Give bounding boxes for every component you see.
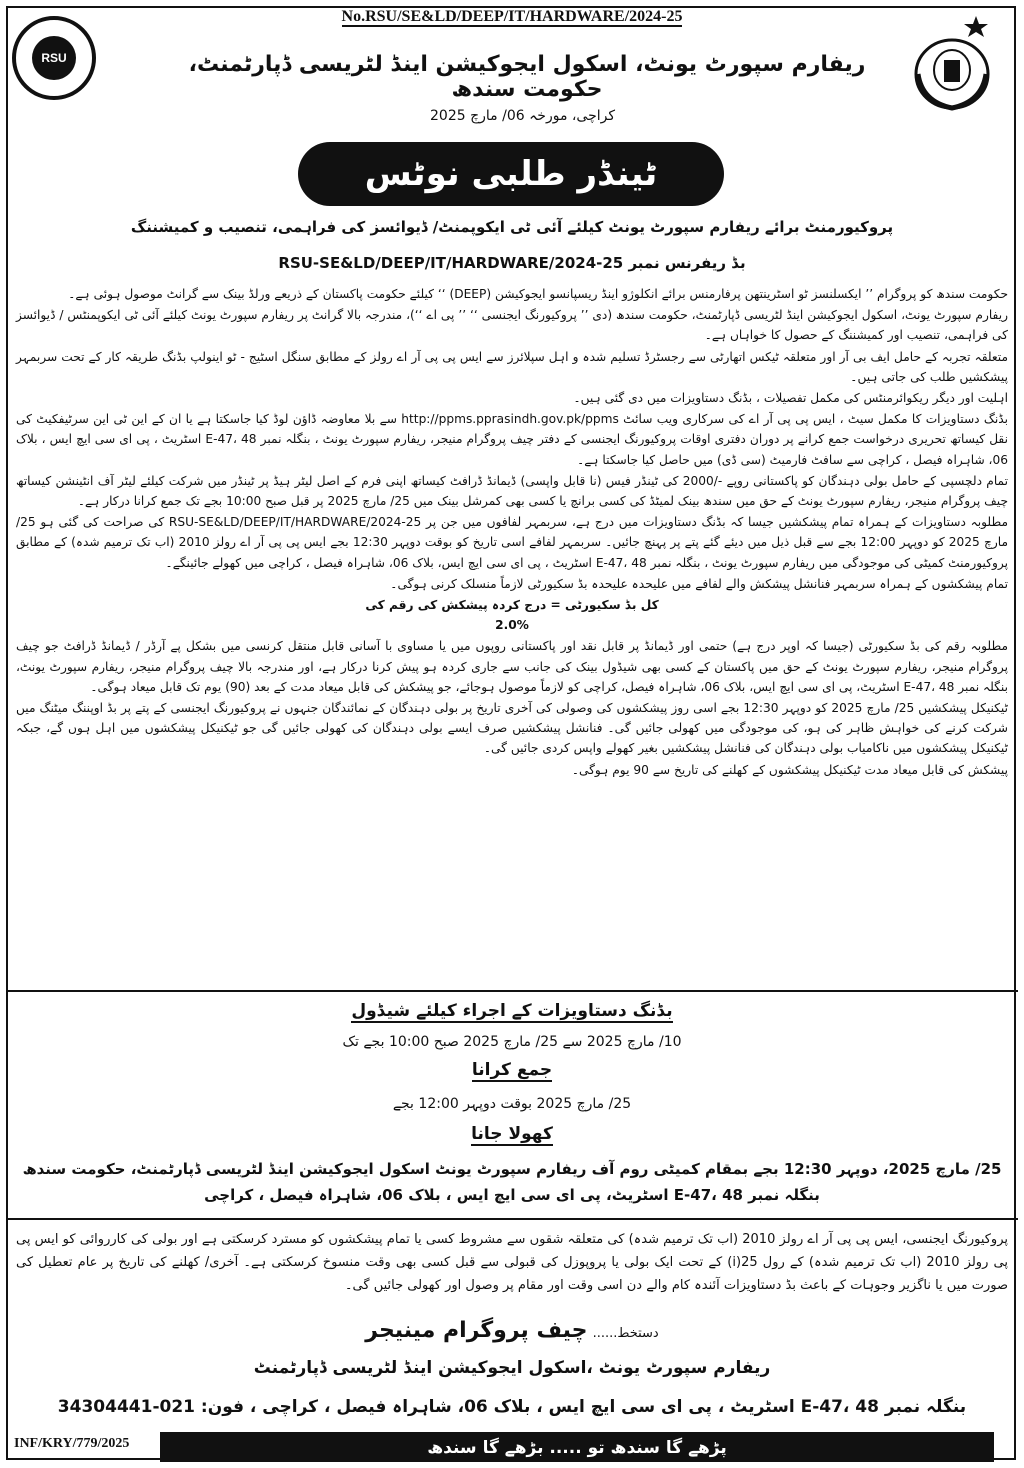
divider [6, 1218, 1018, 1220]
paragraph: بڈنگ دستاویزات کا مکمل سیٹ ، ایس پی پی آر اے کی سرکاری ویب سائٹ http://ppms.pprasindh.gov.pk/ppms سے بلا معاوضہ ڈاؤن لوڈ کیا جاسکتا ہے یا ان کے این ٹی این سرٹیفکیٹ کی نقل کیساتھ تحریری درخواست جمع کرانے پر دوران دفتری اوقات پروکیورنگ ایجنسی کے دفتر چیف پروگرام منیجر، ریفارم سپورٹ یونٹ ، بنگلہ نمبر E-47، 48 اسٹریٹ ، پی ای سی ایچ ایس ، بلاک 06، شاہراہ فیصل ، کراچی سے سافٹ فارمیٹ (سی ڈی) میں حاصل کیا جاسکتا ہے۔ [16, 412, 1009, 467]
rsu-logo-text: RSU [32, 36, 76, 80]
paragraph: تمام دلچسپی کے حامل بولی دہندگان کو پاکستانی روپے -/2000 کی ٹینڈر فیس (نا قابل واپسی) ڈیمانڈ ڈرافٹ کیساتھ اپنی فرم کے اصل لیٹر ہیڈ پر ٹینڈر میں شرکت کیلئے لیٹر آف انٹینشن کیساتھ چیف پروگرام منیجر، ریفارم سپورٹ یونٹ کے حق میں سندھ بینک لمیٹڈ کی کسی برانچ یا کسی بھی کمرشل بینک میں 25/ مارچ 2025 پر قبل صبح 10:00 بجے تک جمع کرانا درکار ہے۔ [16, 473, 1008, 509]
paragraph: ٹیکنیکل پیشکشیں 25/ مارچ 2025 کو دوپہر 12:30 بجے اسی روز پیشکشوں کی وصولی کی آخری تاریخ پر بولی دہندگان کے نمائندگان جنہوں نے پروکیورنگ ایجنسی کے پتے پر بڈ اوپننگ میٹنگ میں شرکت کرنے کی خواہش ظاہر کی ہو، کی موجودگی میں کھولی جائیں گی۔ فنانشل پیشکشیں صرف ایسے بولی دہندگان کی کھولی جائیں گی جو ٹیکنیکل پیشکشوں میں اہل ہوں گے، جبکہ ٹیکنیکل پیشکشوں میں ناکامیاب بولی دہندگان کی فنانشل پیشکشیں بغیر کھولے واپس کردی جائیں گی۔ [16, 701, 1008, 756]
procurement-subtitle: پروکیورمنٹ برائے ریفارم سپورٹ یونٹ کیلئے آئی ٹی ایکوپمنٹ/ ڈیوائسز کی فراہمی، تنصیب و کمیشننگ [130, 218, 894, 236]
paragraph: تمام پیشکشوں کے ہمراہ سربمہر فنانشل پیشکش والے لفافے میں علیحدہ علیحدہ بڈ سکیورٹی لازماً منسلک کرنی ہوگی۔ [390, 576, 1008, 591]
paragraph: ریفارم سپورٹ یونٹ، اسکول ایجوکیشن اینڈ لٹریسی ڈپارٹمنٹ، حکومت سندھ (دی ’’ پروکیورنگ ایجنسی ‘‘ ’’ پی اے ‘‘)، مندرجہ بالا گرانٹ پر ریفارم سپورٹ یونٹ کیلئے آئی ٹی ایکوپمنٹس / ڈیوائسز کی فراہمی، تنصیب اور کمیشننگ کے حصول کا خواہاں ہے۔ [16, 308, 1008, 343]
paragraph: مطلوبہ رقم کی بڈ سکیورٹی (جیسا کہ اوپر درج ہے) حتمی اور ڈیمانڈ پر قابل نقد اور پاکستانی روپوں میں یا مساوی با آسانی قابل منتقل کرنسی میں بشکل پے آرڈر / ڈیمانڈ ڈرافٹ جو چیف پروگرام منیجر، ریفارم سپورٹ یونٹ کے حق میں پاکستان کے کسی بھی شیڈول بینک کی جانب سے جاری کردہ ہو پیش کرنا درکار ہے، اور مندرجہ بالا چیف پروگرام منیجر، ریفارم سپورٹ یونٹ، بنگلہ نمبر E-47، 48 اسٹریٹ، پی ای سی ایچ ایس، بلاک 06، شاہراہ فیصل، کراچی کو لازماً موصول ہوجائے، جو پیشکش کی قابل میعاد مدت کے بعد (90) یوم تک قابل میعاد ہوگی۔ [16, 639, 1008, 694]
department-title: ریفارم سپورٹ یونٹ، اسکول ایجوکیشن اینڈ لٹریسی ڈپارٹمنٹ، حکومت سندھ [188, 52, 866, 102]
bid-security-heading: کل بڈ سکیورٹی = درج کردہ پیشکش کی رقم کی 2.0% [365, 598, 659, 633]
notice-body [16, 284, 1008, 781]
signatory-title: چیف پروگرام مینیجر [365, 1318, 588, 1343]
signature-prefix: دستخط...... [592, 1326, 659, 1341]
submission-dates: 25/ مارچ 2025 بوقت دوپہر 12:00 بجے [392, 1096, 632, 1112]
paragraph: متعلقہ تجربہ کے حامل ایف بی آر اور متعلقہ ٹیکس اتھارٹی سے رجسٹرڈ تسلیم شدہ و اہل سپلائرز سے ایس پی پی آر اے رولز کے مطابق سنگل اسٹیج - ٹو اینولپ بڈنگ طریقہ کار کے تحت سربمہر پیشکشیں طلب کی جاتی ہیں۔ [16, 349, 1008, 384]
opening-line-2: بنگلہ نمبر E-47، 48 اسٹریٹ، پی ای سی ایچ ایس ، بلاک 06، شاہراہ فیصل ، کراچی [204, 1186, 820, 1204]
opening-line-1: 25/ مارچ 2025، دوپہر 12:30 بجے بمقام کمیٹی روم آف ریفارم سپورٹ یونٹ اسکول ایجوکیشن اینڈ لٹریسی ڈپارٹمنٹ، حکومت سندھ [22, 1160, 1002, 1178]
dateline: کراچی، مورخہ 06/ مارچ 2025 [430, 108, 616, 124]
paragraph: مطلوبہ دستاویزات کے ہمراہ تمام پیشکشیں جیسا کہ بڈنگ دستاویزات میں درج ہے، سربمہر لفافوں میں جن پر RSU-SE&LD/DEEP/IT/HARDWARE/2024-25 کی صراحت کی گئی ہو 25/ مارچ 2025 کو دوپہر 12:00 بجے سے قبل ذیل میں دیئے گئے پتے پر پہنچ جائیں۔ سربمہر لفافے اسی تاریخ کو بوقت دوپہر 12:30 بجے ایس پی پی آر اے رولز 2010 (اب تک ترمیم شدہ) کے مطابق پروکیورمنٹ کمیٹی کی موجودگی میں ریفارم سپورٹ یونٹ ، بنگلہ نمبر E-47، 48 اسٹریٹ ، پی ای سی ایچ ایس، بلاک 06، شاہراہ فیصل ، کراچی میں کھولے جائینگے۔ [16, 515, 1008, 570]
signature-block [20, 1318, 1004, 1343]
inf-number: INF/KRY/779/2025 [14, 1436, 130, 1451]
tender-notice-banner: ٹینڈر طلبی نوٹس [298, 142, 724, 206]
rejection-clause: پروکیورنگ ایجنسی، ایس پی پی آر اے رولز 2010 (اب تک ترمیم شدہ) کی متعلقہ شقوں سے مشروط کسی یا تمام پیشکشوں کو مسترد کرسکتی ہے اور بولی کی کارروائی کو ایس پی پی رولز 2010 (اب تک ترمیم شدہ) کے رول 25(i) کے تحت ایک بولی یا پروپوزل کی قبولی سے قبل کسی بھی وقت منسوخ کرسکتی ہے۔ آخری/ کھلنے کی تاریخ پر عام تعطیل کی صورت میں یا ناگزیر وجوہات کے باعث بڈ دستاویزات آئندہ کام والے دن اسی وقت اور مقام پر وصول اور کھولی جائیں گی۔ [16, 1232, 1008, 1293]
rsu-logo [12, 16, 96, 100]
sindh-government-emblem-icon [902, 12, 1002, 118]
paragraph: اہلیت اور دیگر ریکوائرمنٹس کی مکمل تفصیلات ، بڈنگ دستاویزات میں دی گئی ہیں۔ [573, 391, 1008, 406]
schedule-heading: بڈنگ دستاویزات کے اجراء کیلئے شیڈول [351, 1001, 673, 1021]
paragraph: پیشکش کی قابل میعاد مدت ٹیکنیکل پیشکشوں کے کھلنے کی تاریخ سے 90 یوم ہوگی۔ [571, 762, 1008, 777]
signatory-address: بنگلہ نمبر E-47، 48 اسٹریٹ ، پی ای سی ایچ ایس ، بلاک 06، شاہراہ فیصل ، کراچی ، فون: 021-34304441 [57, 1397, 967, 1417]
submission-heading: جمع کرانا [471, 1060, 553, 1080]
divider [6, 990, 1018, 992]
bid-security-percent: 2.0% [495, 618, 529, 633]
bid-reference: بڈ ریفرنس نمبر RSU-SE&LD/DEEP/IT/HARDWARE/2024-25 [278, 254, 746, 272]
signatory-department: ریفارم سپورٹ یونٹ ،اسکول ایجوکیشن اینڈ لٹریسی ڈپارٹمنٹ [253, 1358, 771, 1378]
schedule-issue-dates: 10/ مارچ 2025 سے 25/ مارچ 2025 صبح 10:00 بجے تک [342, 1034, 682, 1050]
reference-number: No.RSU/SE&LD/DEEP/IT/HARDWARE/2024-25 [341, 8, 683, 25]
slogan-bar: پڑھے گا سندھ تو ..... بڑھے گا سندھ [160, 1432, 994, 1462]
paragraph: حکومت سندھ کو پروگرام ’’ ایکسلنسز ٹو اسٹرینتھن پرفارمنس برائے انکلوژو اینڈ ریسپانسو ایجوکیشن (DEEP) ‘‘ کیلئے حکومت پاکستان کے ذریعے ورلڈ بینک سے گرانٹ موصول ہوئی ہے۔ [68, 287, 1008, 301]
opening-heading: کھولا جانا [471, 1124, 553, 1144]
